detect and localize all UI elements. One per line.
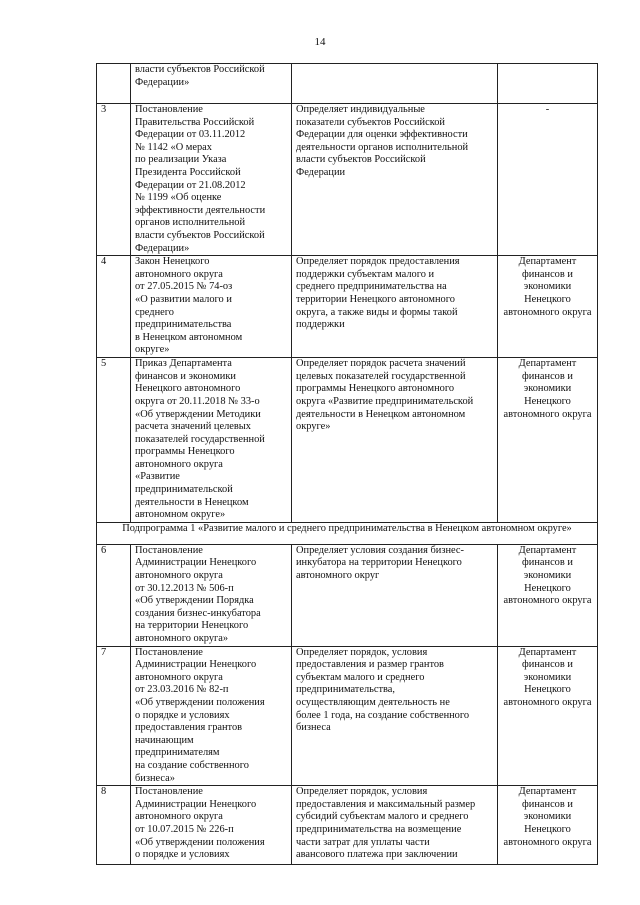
document-description: Определяет условия создания бизнес- инкубатора на территории Ненецкого автономного округ bbox=[296, 544, 464, 582]
document-description: Определяет индивидуальные показатели субъектов Российской Федерации для оценки эффективности деятельности органов исполнительной власти субъектов Российской Федерации bbox=[296, 104, 469, 178]
document-name: Приказ Департамента финансов и экономики Ненецкого автономного округа от 20.11.2018 № 33-о «Об утверждении Методики расчета значений целевых показателей государственной программы Ненецкого автономного округа «Развитие предпринимательской деятельности в Ненецком автономном округе» bbox=[135, 358, 265, 521]
document-description: Определяет порядок, условия предоставления и максимальный размер субсидий субъектам малого и среднего предпринимательства на возмещение части затрат для уплаты части авансового платежа при заключении bbox=[296, 786, 476, 861]
document-description: Определяет порядок, условия предоставления и размер грантов субъектам малого и среднего предпринимательства, осуществляющим деятельность не более 1 года, на создание собственного бизнеса bbox=[296, 646, 470, 734]
table-row bbox=[97, 786, 598, 865]
document-name: Постановление Администрации Ненецкого автономного округа от 23.03.2016 № 82-п «Об утверждении положения о порядке и условиях предоставления грантов начинающим предпринимателям на создание собственного бизнеса» bbox=[135, 646, 265, 784]
table-row bbox=[97, 646, 598, 786]
row-number: 4 bbox=[97, 256, 131, 358]
row-number bbox=[97, 64, 131, 104]
table-row bbox=[97, 64, 598, 104]
responsible-body: - bbox=[545, 104, 550, 115]
subprogram-title: Подпрограмма 1 «Развитие малого и среднего предпринимательства в Ненецком автономном округе» bbox=[97, 522, 598, 544]
row-number: 3 bbox=[97, 104, 131, 256]
row-number: 7 bbox=[97, 646, 131, 786]
table-row bbox=[97, 358, 598, 523]
row-number: 6 bbox=[97, 544, 131, 646]
document-description: Определяет порядок предоставления поддержки субъектам малого и среднего предпринимательства на территории Ненецкого автономного округа, а также виды и формы такой поддержки bbox=[296, 256, 460, 331]
page-number: 14 bbox=[314, 36, 326, 48]
row-number: 5 bbox=[97, 358, 131, 523]
regulations-table bbox=[96, 63, 598, 865]
row-number: 8 bbox=[97, 786, 131, 865]
table-row bbox=[97, 256, 598, 358]
subprogram-row bbox=[97, 522, 598, 544]
document-name: Закон Ненецкого автономного округа от 27.05.2015 № 74-оз «О развитии малого и среднего предпринимательства в Ненецком автономном округе» bbox=[135, 256, 243, 356]
document-name: Постановление Правительства Российской Федерации от 03.11.2012 № 1142 «О мерах по реализации Указа Президента Российской Федерации от 21.08.2012 № 1199 «Об оценке эффективности деятельности органов исполнительной власти субъектов Российской Федерации» bbox=[135, 104, 266, 254]
document-name: Постановление Администрации Ненецкого автономного округа от 30.12.2013 № 506-п «Об утверждении Порядка создания бизнес-инкубатора на территории Ненецкого автономного округа» bbox=[135, 544, 261, 644]
table-row bbox=[97, 544, 598, 646]
responsible-body: Департамент финансов и экономики Ненецкого автономного округа bbox=[503, 358, 592, 420]
table-row bbox=[97, 104, 598, 256]
responsible-body: Департамент финансов и экономики Ненецкого автономного округа bbox=[503, 544, 592, 607]
responsible-body: Департамент финансов и экономики Ненецкого автономного округа bbox=[503, 646, 592, 708]
responsible-body: Департамент финансов и экономики Ненецкого автономного округа bbox=[503, 786, 592, 848]
document-name: Постановление Администрации Ненецкого автономного округа от 10.07.2015 № 226-п «Об утверждении положения о порядке и условиях bbox=[135, 786, 265, 861]
document-description: Определяет порядок расчета значений целевых показателей государственной программы Ненецкого автономного округа «Развитие предпринимательской деятельности в Ненецком автономном округе» bbox=[296, 358, 474, 433]
document-name: власти субъектов Российской Федерации» bbox=[135, 64, 265, 88]
responsible-body: Департамент финансов и экономики Ненецкого автономного округа bbox=[503, 256, 592, 318]
